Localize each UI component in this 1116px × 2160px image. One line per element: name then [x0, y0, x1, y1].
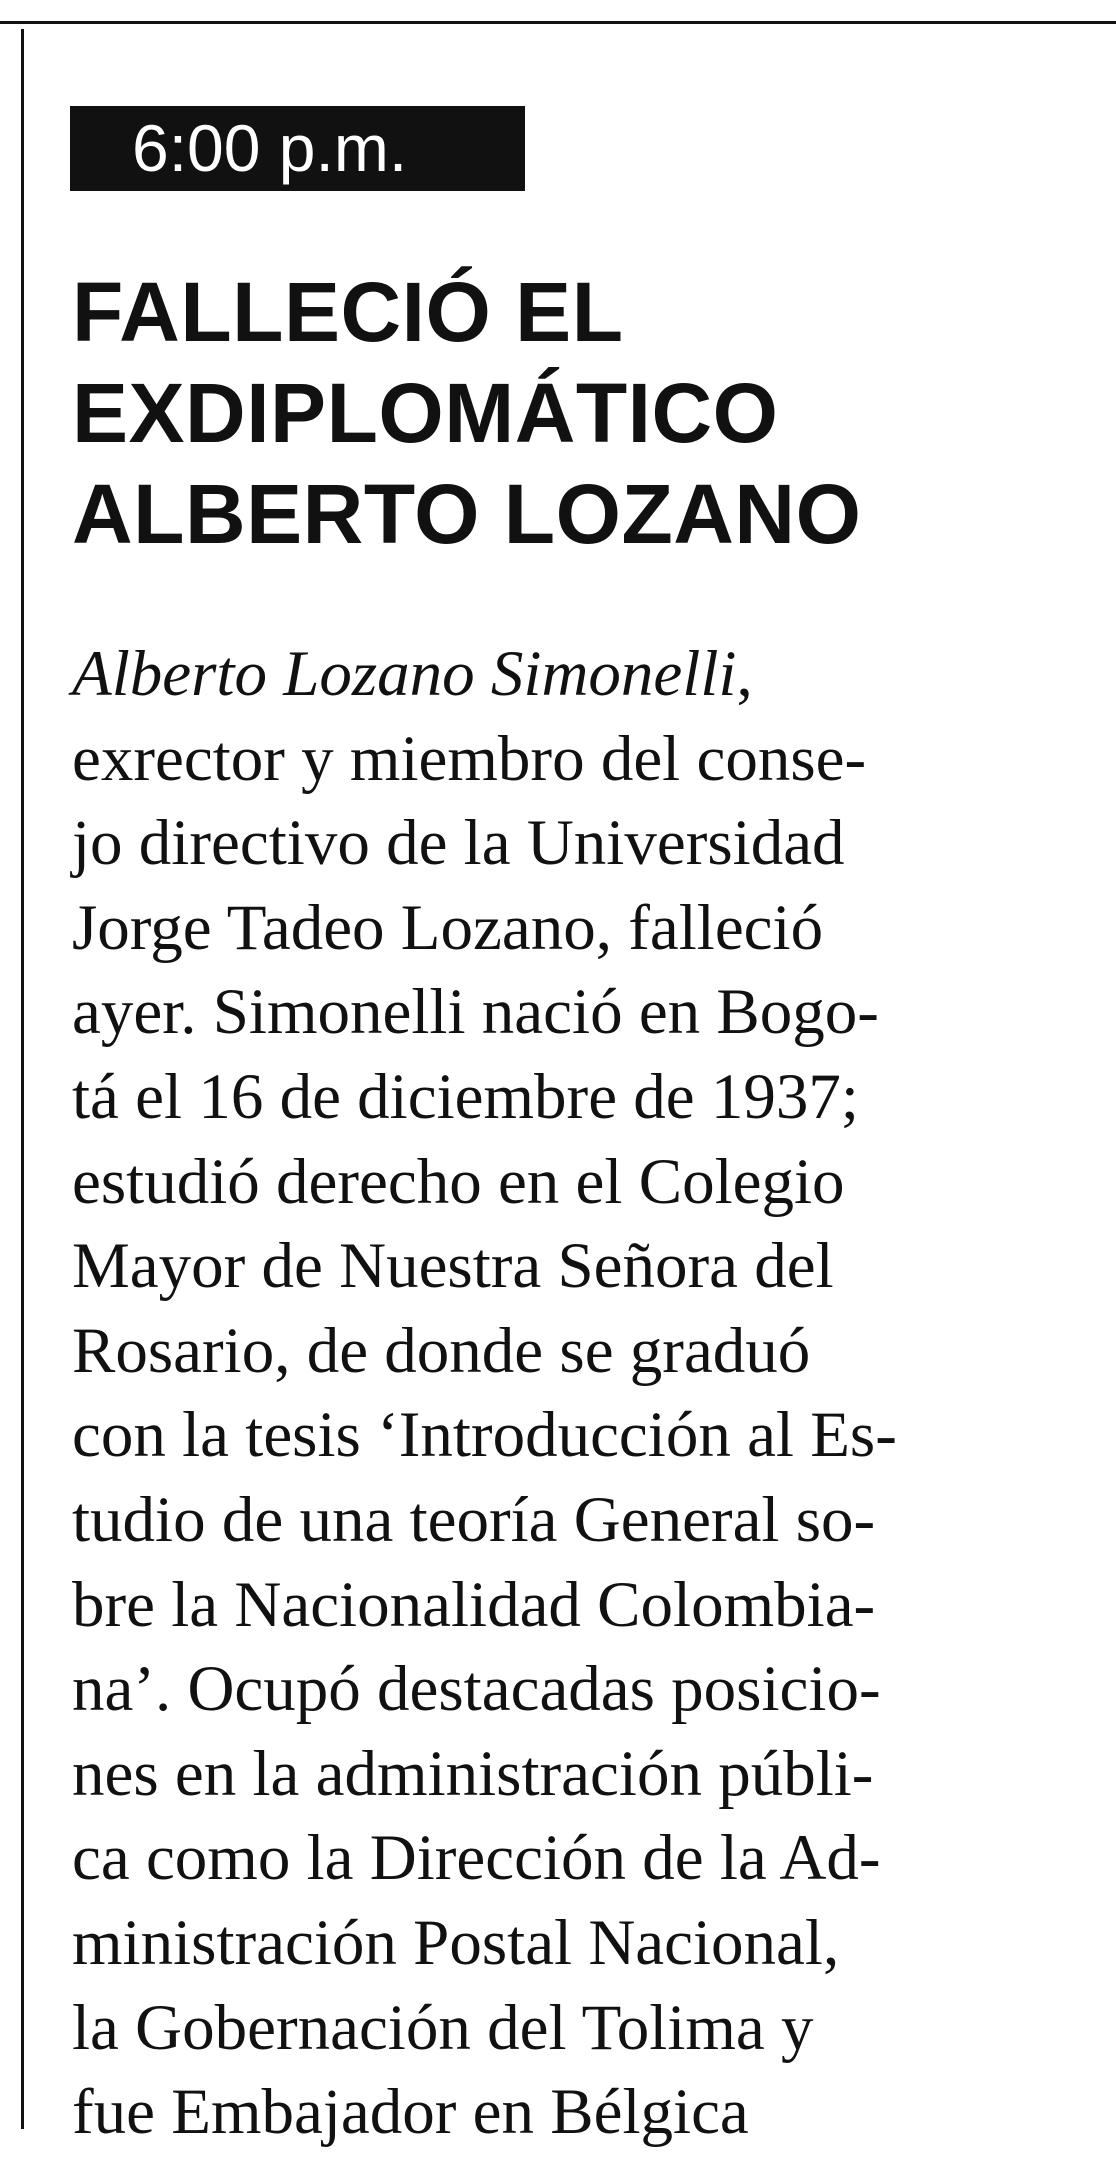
body-line: con la tesis ‘Introducción al Es- [72, 1399, 897, 1472]
headline-line: EXDIPLOMÁTICO [72, 366, 779, 460]
body-line: estudió derecho en el Colegio [72, 1145, 845, 1218]
body-line: Jorge Tadeo Lozano, falleció [72, 891, 824, 964]
lead-punctuation: , [736, 638, 753, 710]
body-line: bre la Nacionalidad Colombia- [72, 1568, 876, 1641]
column-rule [21, 29, 24, 2129]
body-line: Rosario, de donde se graduó [72, 1314, 811, 1387]
body-line: la Gobernación del Tolima y [72, 1991, 814, 2064]
body-line: Mayor de Nuestra Señora del [72, 1230, 834, 1303]
body-line: tudio de una teoría General so- [72, 1483, 876, 1556]
body-line: jo directivo de la Universidad [72, 807, 845, 880]
headline-line: FALLECIÓ EL [72, 265, 624, 359]
top-rule [0, 21, 1116, 24]
time-badge: 6:00 p.m. [70, 106, 525, 191]
body-line: fue Embajador en Bélgica [72, 2076, 749, 2149]
body-line: na’. Ocupó destacadas posicio- [72, 1653, 881, 1726]
body-line [72, 632, 1102, 717]
article-body [72, 632, 1102, 2155]
headline-line: ALBERTO LOZANO [72, 467, 862, 561]
person-name: Alberto Lozano Simonelli [72, 638, 737, 710]
body-line: ayer. Simonelli nació en Bogo- [72, 976, 879, 1049]
headline [72, 262, 1082, 565]
body-line: ca como la Dirección de la Ad- [72, 1822, 881, 1895]
body-line: nes en la administración públi- [72, 1737, 874, 1810]
body-line: ministración Postal Nacional, [72, 1906, 840, 1979]
body-line: exrector y miembro del conse- [72, 722, 867, 795]
body-line: tá el 16 de diciembre de 1937; [72, 1060, 859, 1133]
